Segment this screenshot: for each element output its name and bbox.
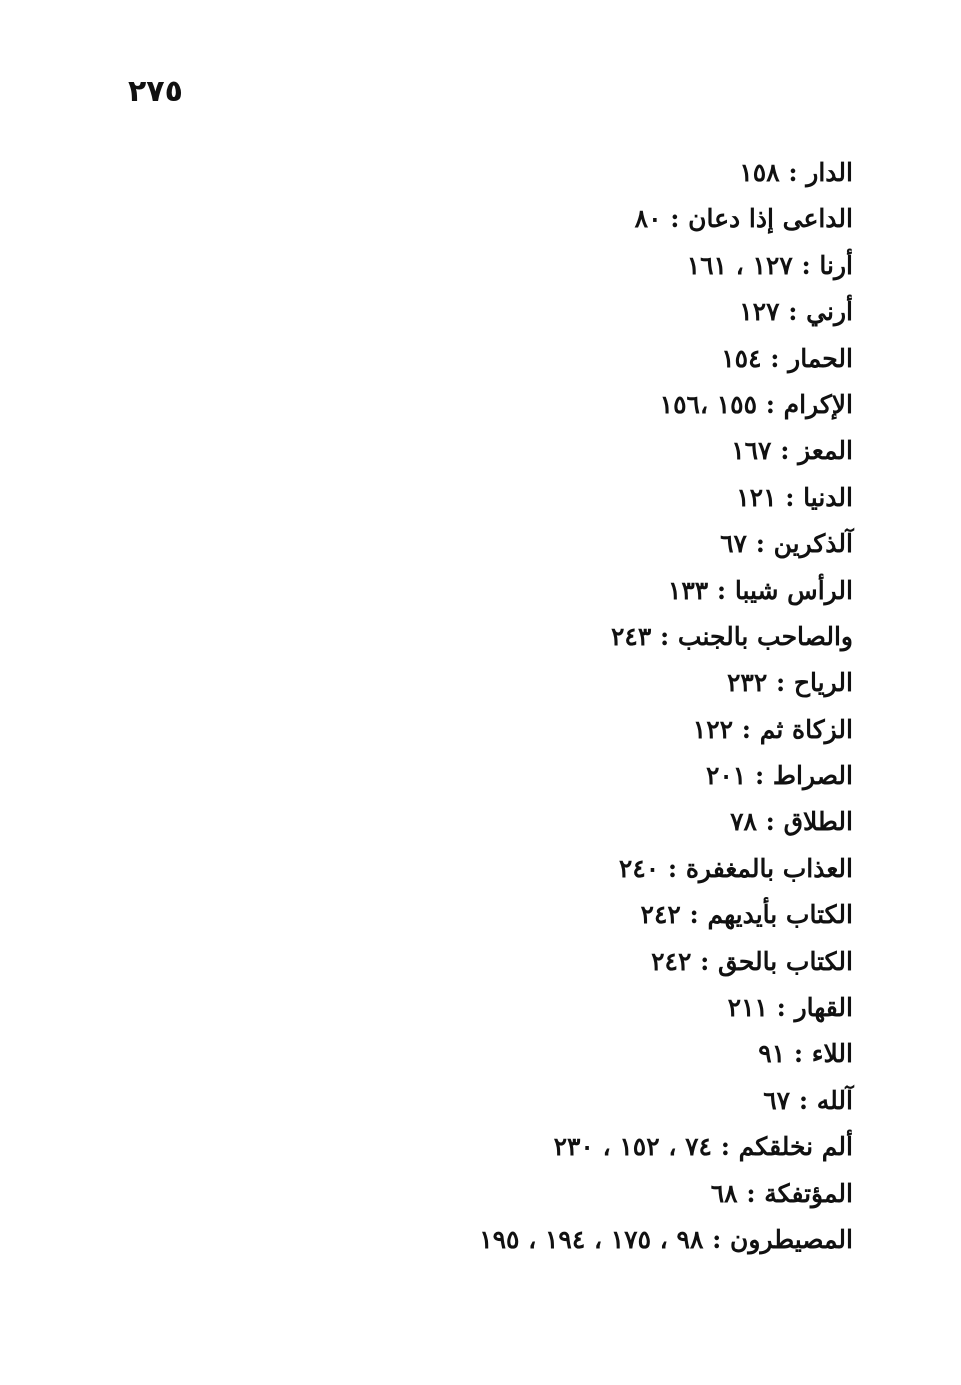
index-entry: المصيطرون : ٩٨ ، ١٧٥ ، ١٩٤ ، ١٩٥ [479, 1224, 853, 1254]
index-entry: الإكرام : ١٥٥ ،١٥٦ [659, 389, 853, 419]
index-entry: الرياح : ٢٣٢ [726, 668, 853, 698]
index-entry: آلذكرين : ٦٧ [720, 529, 853, 559]
index-entry: الطلاق : ٧٨ [730, 807, 853, 837]
index-entries-list [293, 150, 853, 1263]
index-entry: الدنيا : ١٢١ [736, 482, 853, 512]
index-entry: اللاء : ٩١ [758, 1039, 853, 1069]
index-entry: والصاحب بالجنب : ٢٤٣ [611, 621, 853, 651]
index-entry: المعز : ١٦٧ [731, 436, 853, 466]
index-entry: ألم نخلقكم : ٧٤ ، ١٥٢ ، ٢٣٠ [553, 1132, 853, 1162]
index-entry: الرأس شيبا : ١٣٣ [667, 575, 853, 605]
index-entry: الزكاة ثم : ١٢٢ [692, 714, 853, 744]
index-entry: آلله : ٦٧ [763, 1085, 853, 1115]
index-entry: الداعى إذا دعان : ٨٠ [634, 204, 853, 234]
index-entry: المؤتفكة : ٦٨ [710, 1178, 853, 1208]
index-entry: الكتاب بأيديهم : ٢٤٢ [640, 900, 853, 930]
index-entry: الدار : ١٥٨ [739, 158, 853, 187]
index-entry: أرني : ١٢٧ [739, 297, 853, 327]
index-entry: العذاب بالمغفرة : ٢٤٠ [618, 853, 853, 883]
page-number: ٢٧٥ [128, 74, 183, 109]
index-entry: القهار : ٢١١ [727, 993, 853, 1023]
index-entry: أرنا : ١٢٧ ، ١٦١ [686, 250, 853, 280]
index-entry: الكتاب بالحق : ٢٤٢ [651, 946, 853, 976]
index-entry: الصراط : ٢٠١ [705, 761, 853, 791]
index-entry: الحمار : ١٥٤ [721, 343, 853, 373]
